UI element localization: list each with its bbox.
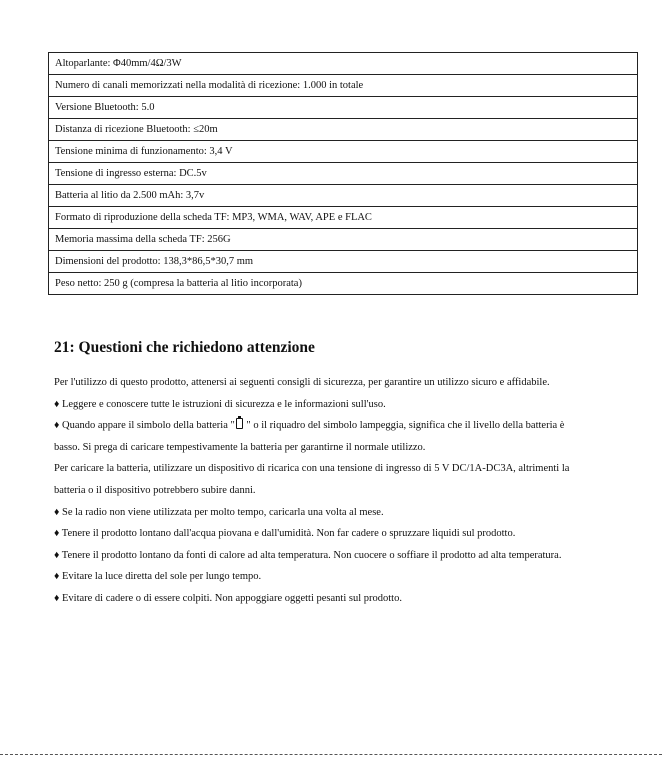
spec-cell: Versione Bluetooth: 5.0 <box>49 97 638 119</box>
spec-cell: Distanza di ricezione Bluetooth: ≤20m <box>49 119 638 141</box>
spec-cell: Memoria massima della scheda TF: 256G <box>49 229 638 251</box>
table-row <box>49 185 638 207</box>
table-row <box>49 119 638 141</box>
table-row <box>49 163 638 185</box>
spec-cell: Altoparlante: Φ40mm/4Ω/3W <box>49 53 638 75</box>
page-bottom-divider <box>0 754 662 755</box>
bullet-item: ♦ Evitare la luce diretta del sole per lungo tempo. <box>54 571 262 583</box>
intro-paragraph: Per l'utilizzo di questo prodotto, attenersi ai seguenti consigli di sicurezza, per garantire un utilizzo sicuro e affidabile. <box>54 377 550 388</box>
spec-cell: Tensione minima di funzionamento: 3,4 V <box>49 141 638 163</box>
spec-table <box>48 52 638 295</box>
bullet-continuation: basso. Si prega di caricare tempestivamente la batteria per garantirne il normale utilizzo. <box>54 441 426 453</box>
spec-cell: Numero di canali memorizzati nella modalità di ricezione: 1.000 in totale <box>49 75 638 97</box>
safety-section <box>54 338 634 610</box>
bullet-text: ♦ Quando appare il simbolo della batteria " <box>54 420 235 432</box>
spec-cell: Batteria al litio da 2.500 mAh: 3,7v <box>49 185 638 207</box>
bullet-item: ♦ Evitare di cadere o di essere colpiti. Non appoggiare oggetti pesanti sul prodotto. <box>54 592 402 604</box>
bullet-item: ♦ Tenere il prodotto lontano dall'acqua piovana e dall'umidità. Non far cadere o spruzzare liquidi sul prodotto. <box>54 528 516 540</box>
charging-paragraph: Per caricare la batteria, utilizzare un dispositivo di ricarica con una tensione di ingresso di 5 V DC/1A-DC3A, altrimenti la <box>54 463 570 475</box>
bullet-text: " o il riquadro del simbolo lampeggia, significa che il livello della batteria è <box>243 420 565 432</box>
bullet-item: ♦ Tenere il prodotto lontano da fonti di calore ad alta temperatura. Non cuocere o soffiare il prodotto ad alta temperatura. <box>54 549 562 561</box>
table-row <box>49 273 638 295</box>
battery-icon <box>236 418 243 429</box>
spec-cell: Formato di riproduzione della scheda TF: MP3, WMA, WAV, APE e FLAC <box>49 207 638 229</box>
section-title: 21: Questioni che richiedono attenzione <box>54 339 315 356</box>
table-row <box>49 75 638 97</box>
table-row <box>49 229 638 251</box>
bullet-item: ♦ Se la radio non viene utilizzata per molto tempo, caricarla una volta al mese. <box>54 506 384 518</box>
spec-cell: Dimensioni del prodotto: 138,3*86,5*30,7 mm <box>49 251 638 273</box>
table-row <box>49 207 638 229</box>
table-row <box>49 141 638 163</box>
bullet-item: ♦ Leggere e conoscere tutte le istruzioni di sicurezza e le informazioni sull'uso. <box>54 398 386 410</box>
charging-paragraph-continuation: batteria o il dispositivo potrebbero subire danni. <box>54 484 256 496</box>
spec-cell: Tensione di ingresso esterna: DC.5v <box>49 163 638 185</box>
spec-cell: Peso netto: 250 g (compresa la batteria al litio incorporata) <box>49 273 638 295</box>
bullet-item <box>54 415 634 437</box>
table-row <box>49 97 638 119</box>
table-row <box>49 251 638 273</box>
table-row <box>49 53 638 75</box>
